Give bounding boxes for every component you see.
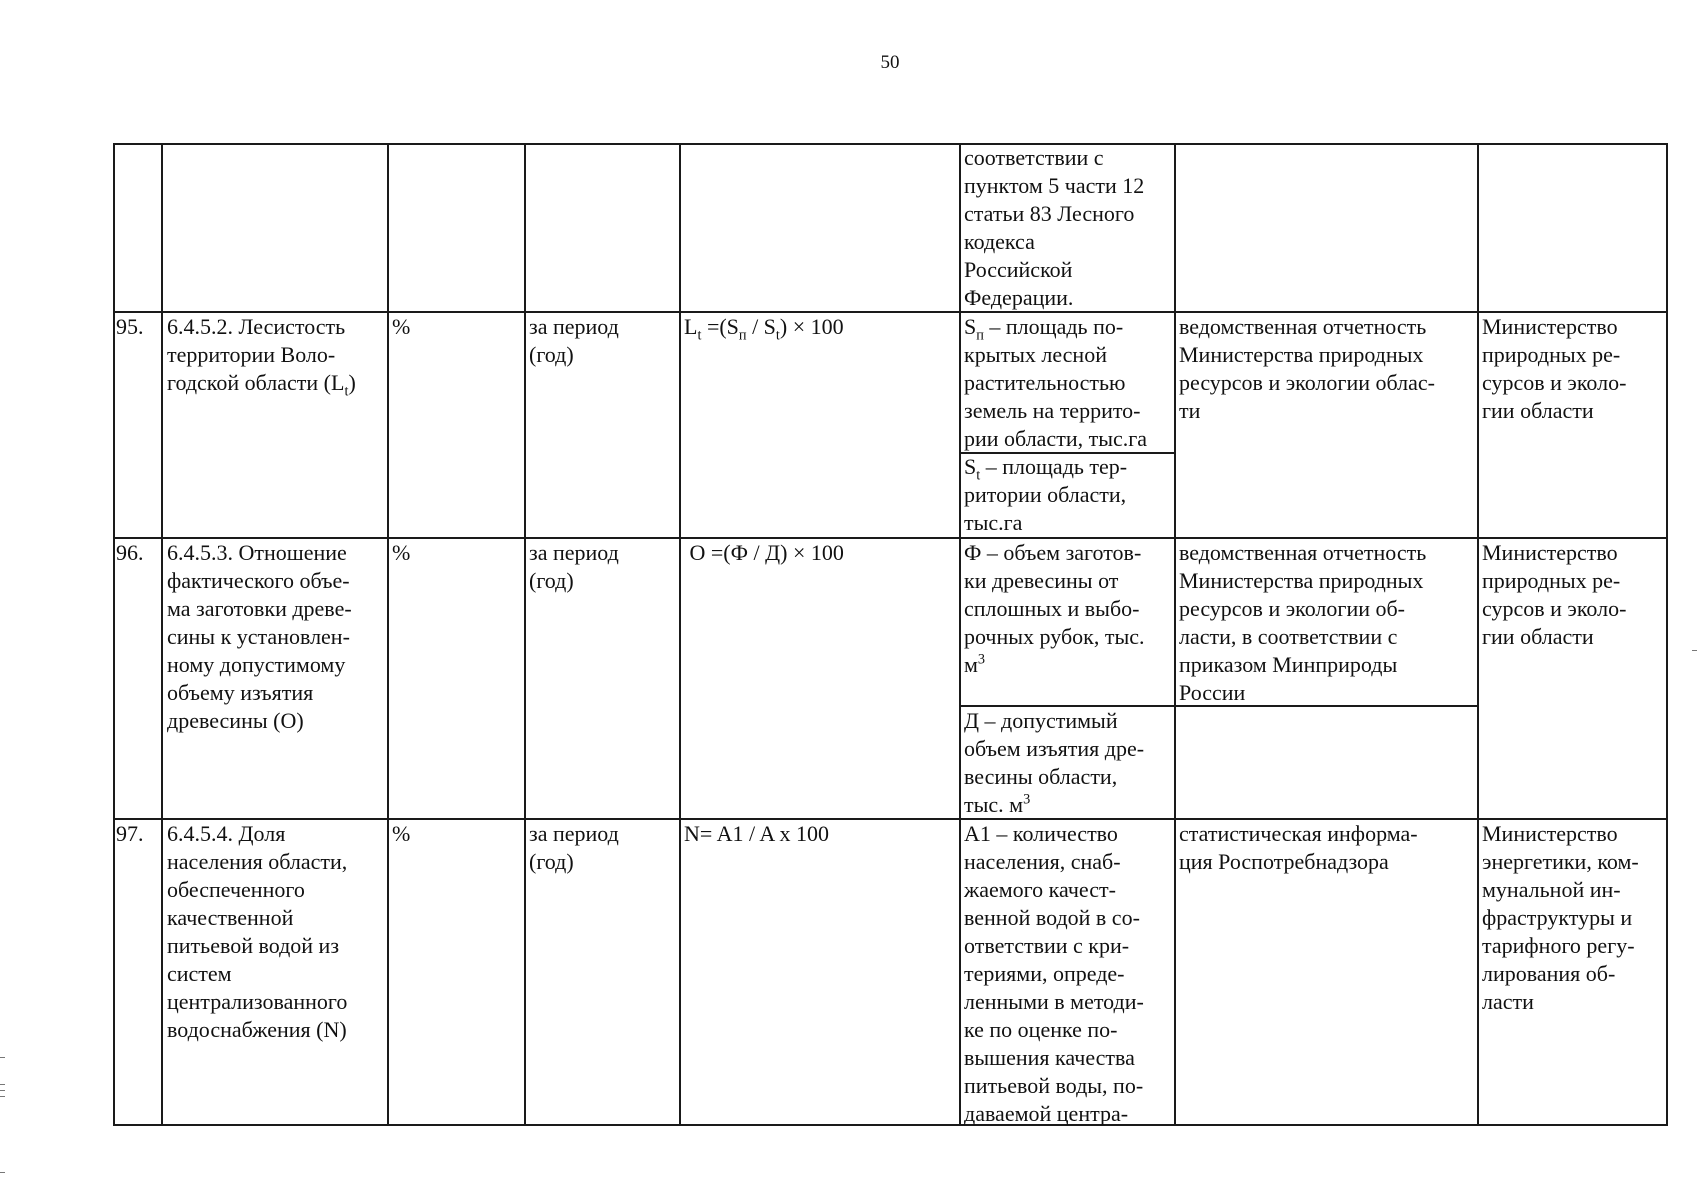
scan-margin-mark <box>0 1096 5 1097</box>
row-96-number: 96. <box>116 540 144 565</box>
row-97-variable-1: A1 – количество населения, снаб- жаемого качест- венной водой в со- ответствии с кри- териями, опреде- ленными в методи- ке по оценке по- вышения качества питьевой воды, по- даваемой центра- <box>964 821 1144 1126</box>
row-96-responsible: Министерство природных ре- сурсов и эколо- гии области <box>1482 540 1627 649</box>
row-95-var1-text: – площадь по- крытых лесной растительностью земель на террито- рии области, тыс.га <box>964 314 1148 451</box>
page-number: 50 <box>880 52 900 73</box>
row-97-indicator-name: 6.4.5.4. Доля населения области, обеспеченного качественной питьевой водой из систем централизованного водоснабжения (N) <box>167 821 348 1042</box>
scan-margin-mark <box>0 1057 5 1058</box>
row-95-name-tail: ) <box>348 370 356 395</box>
row-95-formula-part: / S <box>746 314 776 339</box>
column-divider <box>524 143 526 1125</box>
row-97-source: статистическая информа- ция Роспотребнадзора <box>1179 821 1418 874</box>
row-96-var2-text: Д – допустимый объем изъятия дре- весины области, тыс. м <box>964 708 1145 817</box>
table-border-top <box>113 143 1668 145</box>
indicator-table <box>113 143 1668 1125</box>
row-95-formula <box>684 313 954 344</box>
row-95-unit: % <box>392 314 411 339</box>
table-border-bottom <box>113 1124 1668 1126</box>
row-96-var1-text: Ф – объем заготов- ки древесины от сплошных и выбо- рочных рубок, тыс. м <box>964 540 1145 677</box>
row-96-formula: О =(Ф / Д) × 100 <box>684 540 844 565</box>
table-border-right <box>1666 143 1668 1125</box>
scan-margin-mark <box>1692 650 1697 651</box>
row-95-formula-sub: п <box>738 327 747 344</box>
row-95-var1-symbol: S <box>964 314 977 339</box>
row-95-formula-tail: ) × 100 <box>779 314 844 339</box>
row-96-var2-sup: 3 <box>1023 791 1031 808</box>
row-95-name-sub: t <box>344 383 349 400</box>
row-96-indicator-name: 6.4.5.3. Отношение фактического объе- ма заготовки древе- сины к установлен- ному допустимому объему изъятия древесины (О) <box>167 540 352 733</box>
row-97-responsible: Министерство энергетики, ком- мунальной ин- фраструктуры и тарифного регу- лирования об- ласти <box>1482 821 1639 1014</box>
row-97-formula: N= A1 / A x 100 <box>684 821 830 846</box>
row-97-period: за период (год) <box>529 821 619 874</box>
row-95-responsible: Министерство природных ре- сурсов и эколо- гии области <box>1482 314 1627 423</box>
row-95-formula-l: L <box>684 314 698 339</box>
scan-margin-mark <box>0 1172 5 1173</box>
row-95-formula-sub: t <box>775 327 780 344</box>
row-95-var1-sub: п <box>976 327 984 344</box>
table-border-left <box>113 143 115 1125</box>
row-95-number: 95. <box>116 314 144 339</box>
row-96-source: ведомственная отчетность Министерства природных ресурсов и экологии об- ласти, в соответствии с приказом Минприроды России <box>1179 540 1427 705</box>
row-95-name-text: 6.4.5.2. Лесистость территории Воло- годской области (L <box>167 314 346 395</box>
row-95-variable-2 <box>964 453 1174 537</box>
row-96-variable-2 <box>964 707 1174 819</box>
row-97-number: 97. <box>116 821 144 846</box>
scan-margin-mark <box>0 1090 5 1091</box>
row-96-var1-sup: 3 <box>977 651 986 668</box>
continuation-calc-method: соответствии с пунктом 5 части 12 статьи 83 Лесного кодекса Российской Федерации. <box>964 145 1145 310</box>
column-divider <box>161 143 163 1125</box>
column-divider <box>387 143 389 1125</box>
column-divider <box>1174 143 1176 1125</box>
row-95-var2-sub: t <box>976 467 981 484</box>
row-95-var2-text: – площадь тер- ритории области, тыс.га <box>964 454 1128 535</box>
row-95-formula-part: =(S <box>701 314 739 339</box>
column-divider <box>1477 143 1479 1125</box>
row-95-indicator-name <box>167 313 387 400</box>
row-95-period: за период (год) <box>529 314 619 367</box>
row-97-unit: % <box>392 821 411 846</box>
row-96-unit: % <box>392 540 411 565</box>
row-95-var2-symbol: S <box>964 454 977 479</box>
row-96-period: за период (год) <box>529 540 619 593</box>
row-96-variable-1 <box>964 539 1174 679</box>
row-95-formula-sub: t <box>697 327 702 344</box>
row-95-variable-1 <box>964 313 1174 453</box>
column-divider <box>959 143 961 1125</box>
column-divider <box>679 143 681 1125</box>
row-95-source: ведомственная отчетность Министерства природных ресурсов и экологии облас- ти <box>1179 314 1435 423</box>
scan-margin-mark <box>0 1084 5 1085</box>
